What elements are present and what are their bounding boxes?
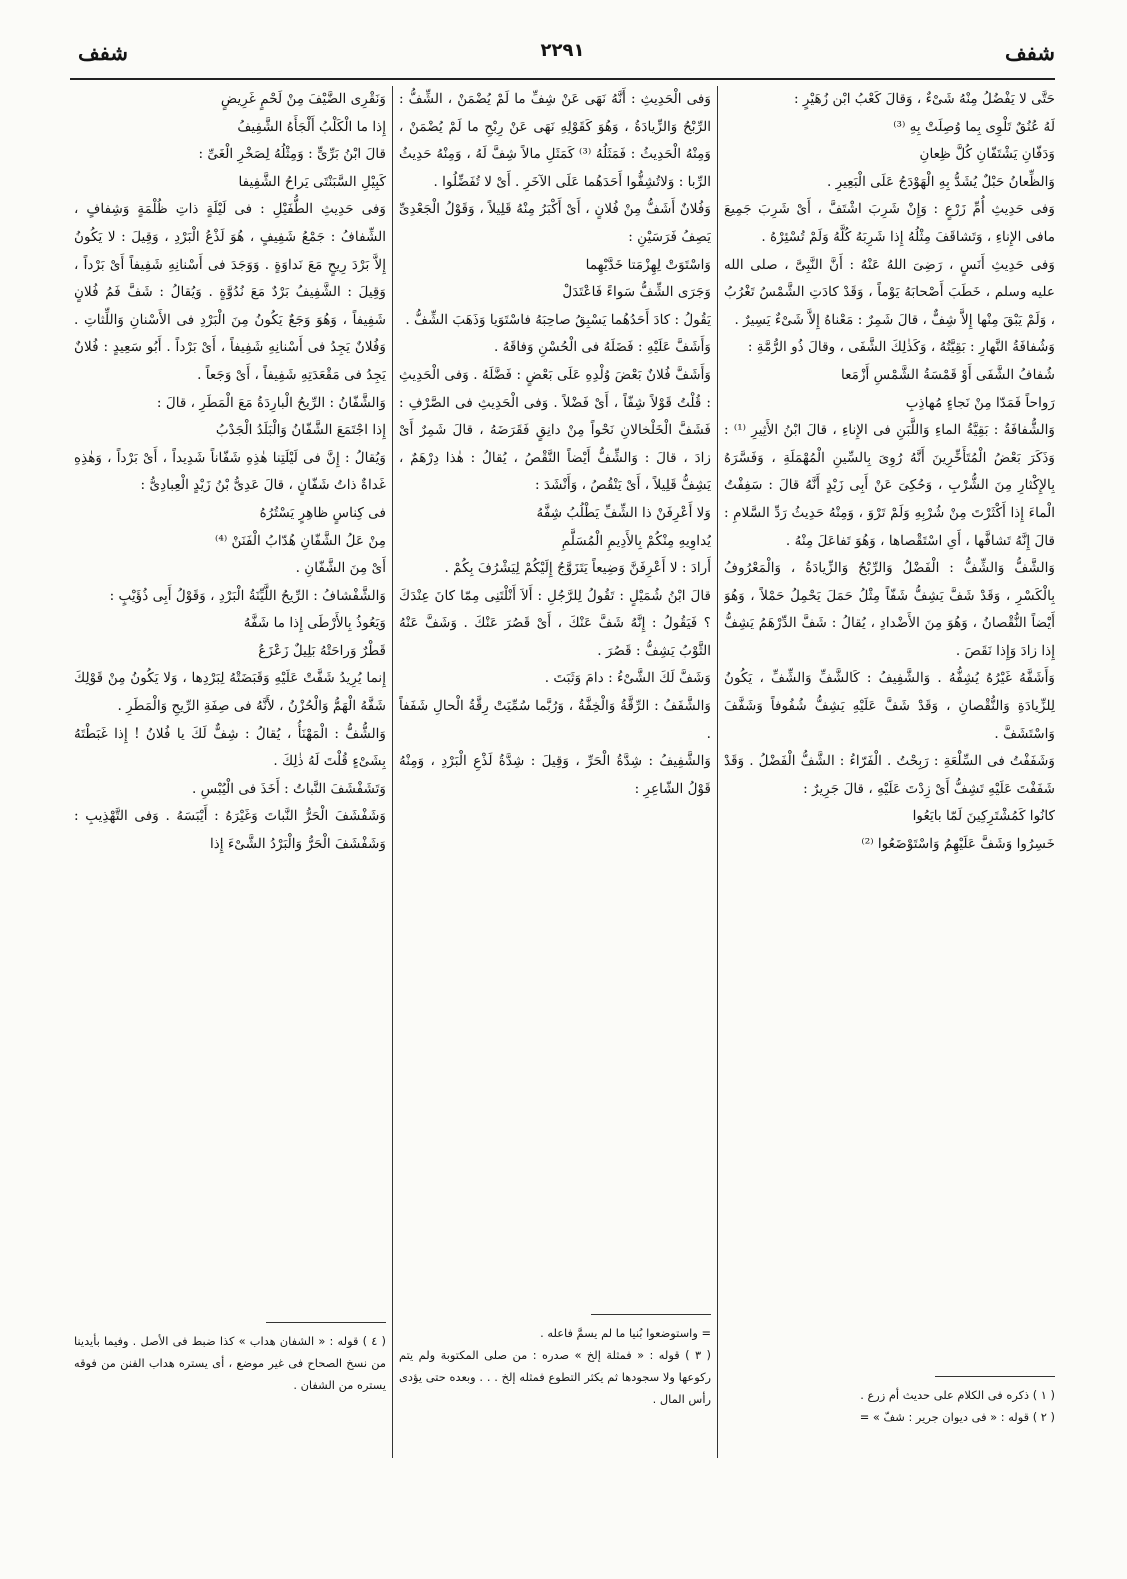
footnote: = واستوضعوا بُنيا ما لم يسمَّ فاعله .: [540, 1326, 711, 1340]
footnote: ( ٢ ) قوله : « فى ديوان جرير : شفّ » =: [859, 1410, 1055, 1424]
footnote-rule-right: [935, 1376, 1055, 1377]
text-paragraph: وَفى حَدِيثِ أَنَسٍ ، رَضِىَ اللهُ عَنْهُ : أَنَّ النَّبِىَّ ، صلى الله عليه وسلم ، خَطَبَ أَصْحابَهُ يَوْماً ، وَقَدْ كادَتِ الشَّمْسُ تَغْرُبُ ، وَلَمْ يَبْقَ مِنْها إِلاَّ شِفٌّ ، قالَ شَمِرٌ : مَعْناهُ إِلاَّ شَىْءٌ يَسِيرٌ .: [724, 256, 1055, 328]
text-paragraph: وَالظِّعانُ حَبْلٌ يُشَدُّ بِهِ الْهَوْدَجُ عَلَى الْبَعِيرِ .: [827, 173, 1055, 190]
text-paragraph: قالَ ابْنُ بَرِّىٍّ : وَمِثْلُهُ لِصَخْرِ الْغَىِّ :: [198, 146, 386, 163]
text-paragraph: وَاسْتَوَتْ لِهِزْمَتا خَدَّيْهِما: [585, 256, 711, 273]
footnotes-left: [74, 1330, 386, 1396]
text-paragraph: حَتَّى لا يَفْضُلُ مِنْهُ شَىْءٌ ، وَقالَ كَعْبُ ابْن زُهَيْرٍ :: [794, 91, 1055, 107]
headword-right: شفف: [1005, 40, 1055, 65]
text-paragraph: وَأَشَفَّهُ غَيْرُهُ يُشِفُّهُ . وَالشَّفِيفُ : كَالشَّفِّ وَالشِّفِّ ، يَكُونُ لِلزِّيادَةِ وَالنُّقْصانِ ، وَقَدْ شَفَّ عَلَيْهِ يَشِفُّ شُفُوفاً وَشَفَّفَ وَاسْتَشَفَّ .: [724, 670, 1055, 742]
text-paragraph: وَتَشَفْشَفَ النَّباتُ : أَخَذَ فى الْيُبْسِ .: [191, 780, 386, 797]
text-paragraph: وَفى حَدِيثِ أُمِّ زَرْعٍ : وَإِنْ شَرِبَ اشْتَفَّ ، أَىْ شَرِبَ جَمِيعَ مافى الإِناءِ ، وَتَشاقَفَ مِثْلُهُ إِذا شَرِبَهُ كُلَّهُ وَلَمْ تُسْئِرْهُ .: [724, 201, 1055, 245]
text-paragraph: وَفى حَدِيثِ الطُّفَيْلِ : فى لَيْلَةٍ ذاتِ ظُلْمَةٍ وَشِفافٍ ، الشِّفافُ : جَمْعُ شَفِيفٍ ، هُوَ لَذْعُ الْبَرْدِ ، وَقِيلَ : لا يَكُونُ إِلاَّ بَرْدَ رِيحٍ مَعَ نَداوَةٍ . وَوَجَدَ فى أَسْنانِهِ شَفِيفاً أَىْ بَرْداً ، وَقِيلَ : الشَّفِيفُ بَرْدٌ مَعَ نُدُوَّةٍ . وَيُقالُ : شَفَّ فَمُ فُلانٍ شَفِيفاً ، وَهُوَ وَجَعٌ يَكُونُ مِنَ الْبَرْدِ فى الأَسْنانِ وَاللِّثاتِ . وَفُلانٌ يَجِدُ فى أَسْنانِهِ شَفِيفاً ، أَىْ بَرْداً . أَبُو سَعِيدٍ : فُلانٌ يَجِدُ فى مَقْعَدَتِهِ شَفِيفاً ، أَىْ وَجَعاً .: [74, 201, 386, 383]
text-paragraph: وَلا أَعْرِفَنْ ذا الشِّفِّ يَطْلُبُ شِفَّهُ: [536, 504, 711, 521]
text-paragraph: وَنَقْرِى الضَّيْفَ مِنْ لَحْمٍ غَرِيضٍ: [220, 91, 386, 107]
text-paragraph: خَسِرُوا وَشَفَّ عَلَيْهِمُ وَاسْتَوْضَعُوا ⁽²⁾: [861, 836, 1055, 853]
text-paragraph: وَشَفْشَفَ الْحَرُّ النَّباتَ وَغَيْرَهُ : أَيْبَسَهُ . وَفى التَّهْذِيبِ : وَشَفْشَفَ الْحَرُّ وَالْبَرْدُ الشَّىْءَ إِذا: [74, 808, 386, 853]
text-paragraph: يُداوِيهِ مِنْكُمْ بِالأَدِيمِ الْمُسَلَّمِ: [561, 532, 711, 549]
text-paragraph: وَيُقالُ : إِنَّ فى لَيْلَتِنا هٰذِهِ شَفّاناً شَدِيداً ، أَىْ بَرْداً ، وَهٰذِهِ غَداةٌ ذاتُ شَفّانٍ ، قالَ عَدِىُّ بْنُ زَيْدٍ الْعِبادِىُّ :: [74, 449, 386, 494]
footnotes-middle: [399, 1322, 711, 1410]
text-paragraph: وَالشَّفُّ وَالشِّفُّ : الْفَضْلُ وَالرِّبْحُ وَالزِّيادَةُ ، وَالْمَعْرُوفُ بِالْكَسْرِ ، وَقَدْ شَفَّ يَشِفُّ شَفّاً مِثْلُ حَمَلَ يَحْمِلُ حَمْلاً ، وَهُوَ أَيْضاً النُّقْصانُ ، وَهُوَ مِنَ الأَضْدادِ ، يُقالُ : شَفَّ الدِّرْهَمُ يَشِفُّ إِذا زادَ وَإِذا نَقَصَ .: [724, 560, 1055, 659]
text-paragraph: مِنْ عَلُ الشَّفّانِ هُدّابُ الْفَنَنْ ⁽⁴⁾: [215, 532, 386, 549]
text-paragraph: وَالشَّفِيفُ : شِدَّةُ الْحَرِّ ، وَقِيلَ : شِدَّةُ لَذْعِ الْبَرْدِ ، وَمِنْهُ قَوْلُ الشّاعِرِ :: [399, 753, 711, 797]
text-paragraph: قَطْرٌ وَراحَتْهُ بَلِيلٌ زَعْزَعُ: [258, 642, 386, 659]
text-paragraph: وَالشَّفّانُ : الرِّيحُ الْبارِدَةُ مَعَ الْمَطَرِ ، قالَ :: [156, 394, 386, 411]
text-paragraph: وَيَعُوذُ بِالأَرْطَى إِذا ما شَفَّهُ: [243, 615, 386, 632]
footnote-rule-left: [266, 1322, 386, 1323]
text-paragraph: فى كِناسٍ ظاهِرٍ يَسْتُرُهُ: [259, 504, 386, 521]
header-rule: [70, 78, 1055, 80]
text-paragraph: وَشَفَّ لَكَ الشَّىْءُ : دامَ وَثَبَتَ .: [544, 670, 711, 687]
text-paragraph: وَفُلانٌ أَشَفُّ مِنْ فُلانٍ ، أَىْ أَكْبَرُ مِنْهُ قَلِيلاً ، وَقَوْلُ الْجَعْدِىِّ يَصِفُ فَرَسَيْنِ :: [399, 201, 711, 245]
text-paragraph: وَالشُّفافَةُ : بَقِيَّةُ الماءِ وَاللَّبَنِ فى الإِناءِ ، قالَ ابْنُ الأَثِيرِ ⁽¹⁾ : وَذَكَرَ بَعْضُ الْمُتَأَخِّرِينَ أَنَّهُ رُوِىَ بِالسِّينِ الْمُهْمَلَةِ ، وَفَسَّرَهُ بِالإِكْثارِ مِنَ الشُّرْبِ ، وَحُكِىَ عَنْ أَبِى زَيْدٍ أَنَّهُ قالَ : سَفِفْتُ الْماءَ إِذا أَكْثَرْتَ مِنْ شُرْبِهِ وَلَمْ تَرْوَ ، وَمِنْهُ حَدِيثُ رَدِّ السَّلامِ : قالَ إِنَّهُ تَشافَّها ، أَىِ اسْتَقْصاها ، وَهُوَ تَفاعَلَ مِنْهُ .: [724, 422, 1055, 549]
text-paragraph: لَهُ عُنُقٌ تَلْوِى بِما وُصِلَتْ بِهِ ⁽³⁾: [893, 118, 1055, 135]
column-middle: [399, 86, 711, 1456]
text-paragraph: وَأَشَفَّ عَلَيْهِ : فَضَلَهُ فى الْحُسْنِ وَفاقَهُ .: [493, 339, 711, 356]
text-paragraph: وَالشَّفْشافُ : الرِّيحُ اللَّيِّنَةُ الْبَرْدِ ، وَقَوْلُ أَبِى ذُؤَيْبٍ :: [109, 587, 386, 604]
text-paragraph: شُفافُ الشَّفَى أَوْ قَمْسَةُ الشَّمْسِ أَزْمَعا: [840, 366, 1055, 383]
text-paragraph: وَالشُّفُّ : الْمَهْنَأُ ، يُقالُ : شِفٌّ لَكَ يا فُلانُ ! إِذا غَبَطْتَهُ بِشَىْءٍ قُلْتَ لَهُ ذٰلِكَ .: [74, 725, 386, 770]
text-paragraph: وَدَفّانِ يَشْتَفّانِ كُلَّ ظِعانِ: [919, 146, 1055, 163]
footnote: ( ٣ ) قوله : « فمثلة إلخ » صدره : من صلى المكتوبة ولم يتم ركوعها ولا سجودها ثم يكثر التطوع فمثله إلخ . . . وبعده حتى يؤدى رأس المال .: [399, 1348, 711, 1406]
text-paragraph: كَبِيْلِ السَّبَنْتَى يَراحُ الشَّفِيفا: [238, 173, 386, 190]
column-divider-left: [392, 86, 393, 1458]
text-paragraph: يَقُولُ : كادَ أَحَدُهُما يَسْبِقُ صاحِبَهُ فاسْتَوَيا وَذَهَبَ الشِّفُّ .: [405, 311, 711, 328]
text-paragraph: وَالشَّفَفُ : الرِّقَّةُ وَالْخِفَّةُ ، وَرُبَّما سُمِّيَتْ رِقَّةُ الْحالِ شَفَفاً .: [399, 698, 711, 742]
footnote: ( ٤ ) قوله : « الشفان هداب » كذا ضبط فى الأصل . وفيما بأيدينا من نسخ الصحاح فى غير موضع ، أى يستره هداب الفنن من فوقه يستره من الشفان .: [74, 1334, 386, 1392]
text-paragraph: وَفى الْحَدِيثِ : أَنَّهُ نَهَى عَنْ شِفِّ ما لَمْ يُضْمَنْ ، الشِّفُّ : الرِّبْحُ وَالزِّيادَةُ ، وَهُوَ كَقَوْلِهِ نَهَى عَنْ رِبْحِ ما لَمْ يُضْمَنْ ، وَمِنْهُ الْحَدِيثُ : فَمَثَلُهُ ⁽³⁾ كَمَثَلِ مالاً شِفَّ لَهُ ، وَمِنْهُ حَدِيثُ الرِّبا : وَلاتُشِفُّوا أَحَدَهُما عَلَى الآخَرِ . أَىْ لا تُفَضِّلُوا .: [399, 91, 711, 190]
text-paragraph: إِذا اجْتَمَعَ الشَّفّانُ وَالْبَلَدُ الْجَدْبُ: [215, 422, 386, 439]
column-right: [724, 86, 1055, 1456]
text-paragraph: وَشَفَفْتُ فى السِّلْعَةِ : رَبِحْتُ . الْفَرّاءُ : الشَّفُّ الْفَضْلُ . وَقَدْ شَفَفْتَ عَلَيْهِ تَشِفُّ أَىْ زِدْتَ عَلَيْهِ ، قالَ جَرِيرٌ :: [724, 753, 1055, 797]
text-paragraph: رَواحاً فَمَدّا مِنْ نَجاءٍ مُهاذِبِ: [905, 394, 1055, 411]
page-header: [70, 40, 1055, 76]
text-paragraph: إِذا ما الْكَلْبُ أَلْجَأَهُ الشَّفِيفُ: [237, 118, 386, 135]
footnote-rule-middle: [591, 1314, 711, 1315]
text-paragraph: إِنما يُرِيدُ شَفَّتْ عَلَيْهِ وَقَبَضَتْهُ لِبَرْدِها ، وَلا يَكُونُ مِنْ قَوْلِكَ شَفَّهُ الْهَمُّ وَالْحُزْنُ ، لأَنَّهُ فى صِفَةِ الرِّيحِ وَالْمَطَرِ .: [74, 670, 386, 715]
text-paragraph: وَجَرَى الشِّفُّ سَواءً فَاعْتَدَلْ: [562, 284, 711, 301]
footnote: ( ١ ) ذكره فى الكلام على حديث أم زرع .: [860, 1388, 1055, 1402]
text-paragraph: أَرادَ : لا أَعْرِفَنَّ وَضِيعاً يَتَزَوَّجُ إِلَيْكُمْ لِيَشْرُفَ بِكُمْ .: [444, 560, 711, 577]
footnotes-right: [724, 1384, 1055, 1428]
column-divider-right: [717, 86, 718, 1458]
headword-left: شفف: [78, 40, 128, 65]
text-paragraph: أَىْ مِنَ الشَّفّانِ .: [295, 560, 386, 577]
text-paragraph: وَأَشَفَّ فُلانٌ بَعْضَ وُلْدِهِ عَلَى بَعْضٍ : فَضَّلَهُ . وَفى الْحَدِيثِ : قُلْتُ قَوْلاً شِفّاً ، أَىْ فَضْلاً . وَفى الْحَدِيثِ فى الصَّرْفِ : فَشَفَّ الْخَلْخالانِ نَحْواً مِنْ دانِقٍ فَقَرَضَهُ ، قالَ شَمِرٌ أَىْ زادَ ، قالَ : وَالشِّفُّ أَيْضاً النَّقْصُ ، يُقالُ : هٰذا دِرْهَمٌ ، يَشِفُّ قَلِيلاً ، أَىْ يَنْقُصُ ، وَأَنْشَدَ :: [399, 366, 711, 494]
column-left: [74, 86, 386, 1456]
page-number: ٢٢٩١: [540, 40, 585, 61]
text-paragraph: كانُوا كَمُشْتَرِكِينَ لَمّا بايَعُوا: [912, 808, 1055, 825]
text-paragraph: وَشُفافَةُ النَّهارِ : بَقِيَّتُهُ ، وَكَذٰلِكَ الشَّفَى ، وقالَ ذُو الرُّمَّةِ :: [747, 339, 1055, 356]
text-paragraph: قالَ ابْنُ شُمَيْلٍ : تَقُولُ لِلرَّجُلِ : أَلاَ أَنْلْتَنِى مِمّا كانَ عِنْدَكَ ؟ فَيَقُولُ : إِنَّهُ شَفَّ عَنْكَ ، أَىْ قَصُرَ عَنْكَ . وَشَفَّ عَنْهُ الثَّوْبُ يَشِفُّ : قَصُرَ .: [399, 587, 711, 659]
